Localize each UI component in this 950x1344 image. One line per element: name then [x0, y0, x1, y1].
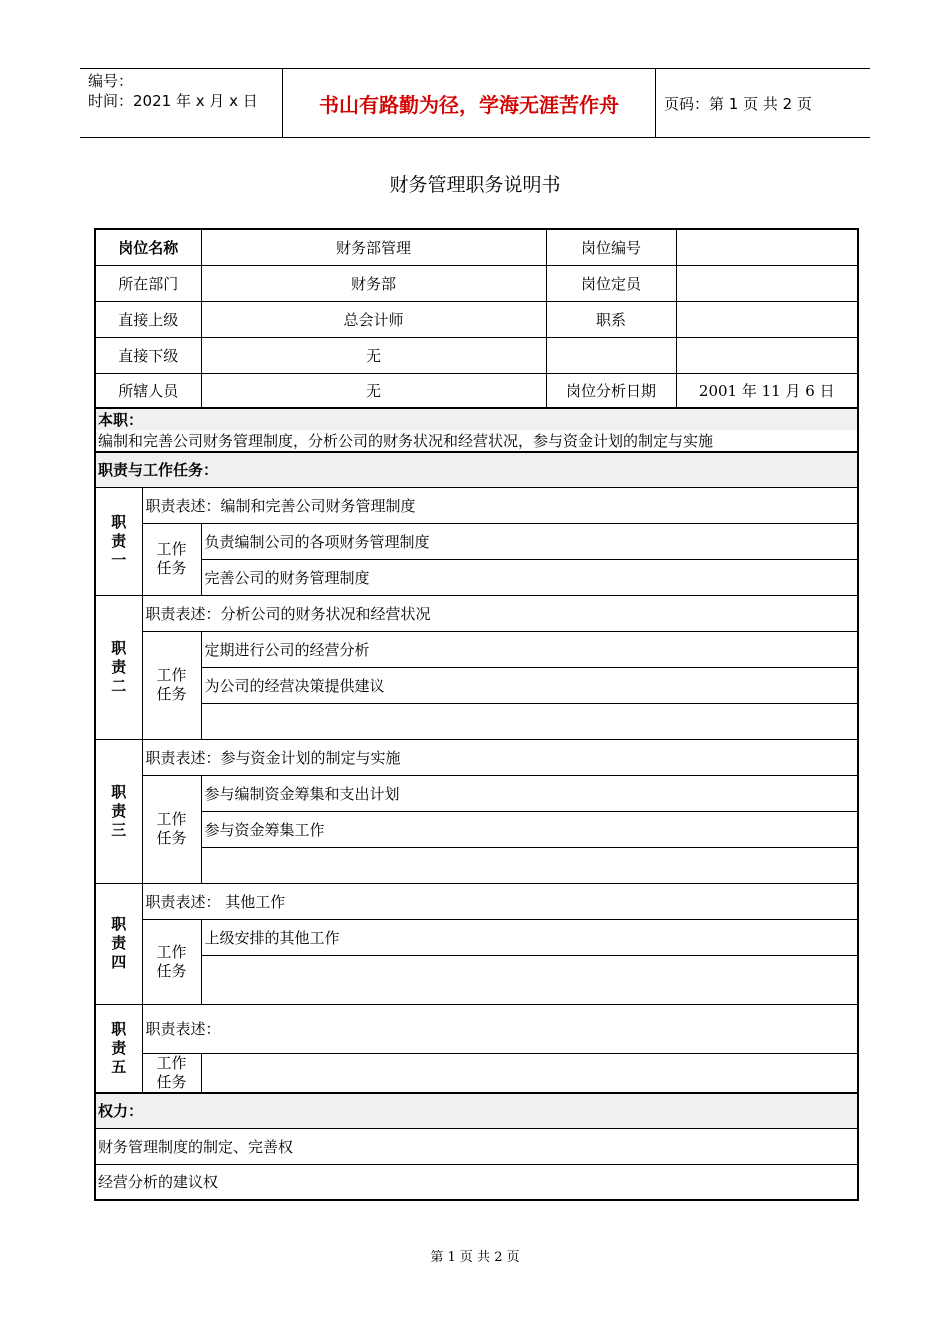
- page-footer: 第 1 页 共 2 页: [430, 1250, 520, 1265]
- benzhi-label: 本职：: [98, 411, 144, 429]
- task-row: [95, 631, 858, 667]
- task-row: [95, 559, 858, 595]
- info-value: [676, 301, 858, 337]
- job-info-table: [94, 228, 859, 410]
- duty-desc: 职责表述：参与资金计划的制定与实施: [142, 739, 858, 775]
- header-page-number: 页码：第 1 页 共 2 页: [664, 94, 812, 113]
- task-row: [95, 703, 858, 739]
- power-row: [95, 1164, 858, 1200]
- duties-header: 职责与工作任务：: [98, 461, 219, 480]
- info-value: 财务部管理: [201, 229, 546, 265]
- duty-desc-row: [95, 1004, 858, 1053]
- duty-desc: 职责表述：编制和完善公司财务管理制度: [142, 487, 858, 523]
- info-label: 所在部门: [95, 265, 201, 301]
- info-value: [676, 337, 858, 373]
- info-label: 直接下级: [95, 337, 201, 373]
- info-value: 无: [201, 373, 546, 409]
- info-label: 岗位名称: [95, 229, 201, 265]
- info-label: 职系: [546, 301, 676, 337]
- task-row: [95, 523, 858, 559]
- duty-name: 职责一: [111, 512, 127, 569]
- duty-desc-row: [95, 595, 858, 631]
- task-row: [95, 1053, 858, 1093]
- task-label: 工作任务: [156, 942, 187, 980]
- task-item: 参与编制资金筹集和支出计划: [201, 775, 858, 811]
- task-item: [201, 955, 858, 1004]
- task-row: [95, 667, 858, 703]
- info-row: [95, 301, 858, 337]
- task-item: 参与资金筹集工作: [201, 811, 858, 847]
- task-item: [201, 847, 858, 883]
- task-item: 为公司的经营决策提供建议: [201, 667, 858, 703]
- info-row: [95, 265, 858, 301]
- power-item: 经营分析的建议权: [95, 1164, 858, 1200]
- task-item: 上级安排的其他工作: [201, 919, 858, 955]
- info-row: [95, 337, 858, 373]
- duty-name: 职责三: [111, 782, 127, 839]
- task-label: 工作任务: [156, 540, 187, 577]
- info-label: 岗位分析日期: [546, 373, 676, 409]
- info-value: 总会计师: [201, 301, 546, 337]
- task-row: [95, 811, 858, 847]
- info-row: [95, 373, 858, 409]
- benzhi-text-row: [95, 430, 858, 452]
- info-value: [676, 229, 858, 265]
- powers-header-row: [95, 1093, 858, 1128]
- page-header: [80, 68, 870, 138]
- duties-table: [94, 407, 859, 1201]
- header-meta: [88, 71, 278, 111]
- info-value: [676, 265, 858, 301]
- task-item: [201, 1053, 858, 1093]
- duty-name: 职责五: [111, 1019, 127, 1076]
- info-label: 岗位定员: [546, 265, 676, 301]
- doc-time: 时间：2021 年 x 月 x 日: [88, 92, 258, 110]
- info-label: 直接上级: [95, 301, 201, 337]
- task-row: [95, 775, 858, 811]
- task-row: [95, 955, 858, 1004]
- task-row: [95, 919, 858, 955]
- duty-desc-row: [95, 739, 858, 775]
- duty-desc: 职责表述： 其他工作: [142, 883, 858, 919]
- info-label: 所辖人员: [95, 373, 201, 409]
- task-label: 工作任务: [156, 666, 187, 703]
- task-label: 工作任务: [156, 1053, 187, 1091]
- duty-name: 职责二: [111, 638, 127, 695]
- header-motto: 书山有路勤为径，学海无涯苦作舟: [319, 92, 619, 117]
- info-value: 无: [201, 337, 546, 373]
- benzhi-label-row: [95, 408, 858, 430]
- power-item: 财务管理制度的制定、完善权: [95, 1128, 858, 1164]
- doc-number-label: 编号：: [88, 72, 134, 90]
- duties-header-row: [95, 452, 858, 487]
- info-row: [95, 229, 858, 265]
- document-title: 财务管理职务说明书: [389, 174, 561, 196]
- powers-label: 权力：: [98, 1102, 144, 1121]
- info-label: [546, 337, 676, 373]
- task-label: 工作任务: [156, 810, 187, 847]
- info-value: 2001 年 11 月 6 日: [676, 373, 858, 409]
- task-item: [201, 703, 858, 739]
- task-item: 完善公司的财务管理制度: [201, 559, 858, 595]
- header-divider: [655, 69, 656, 137]
- benzhi-text: 编制和完善公司财务管理制度，分析公司的财务状况和经营状况，参与资金计划的制定与实施: [95, 430, 858, 452]
- info-label: 岗位编号: [546, 229, 676, 265]
- duty-desc: 职责表述：: [142, 1004, 858, 1053]
- power-row: [95, 1128, 858, 1164]
- task-item: 定期进行公司的经营分析: [201, 631, 858, 667]
- duty-desc-row: [95, 883, 858, 919]
- info-value: 财务部: [201, 265, 546, 301]
- task-item: 负责编制公司的各项财务管理制度: [201, 523, 858, 559]
- duty-desc-row: [95, 487, 858, 523]
- duty-desc: 职责表述：分析公司的财务状况和经营状况: [142, 595, 858, 631]
- duty-name: 职责四: [111, 915, 127, 971]
- task-row: [95, 847, 858, 883]
